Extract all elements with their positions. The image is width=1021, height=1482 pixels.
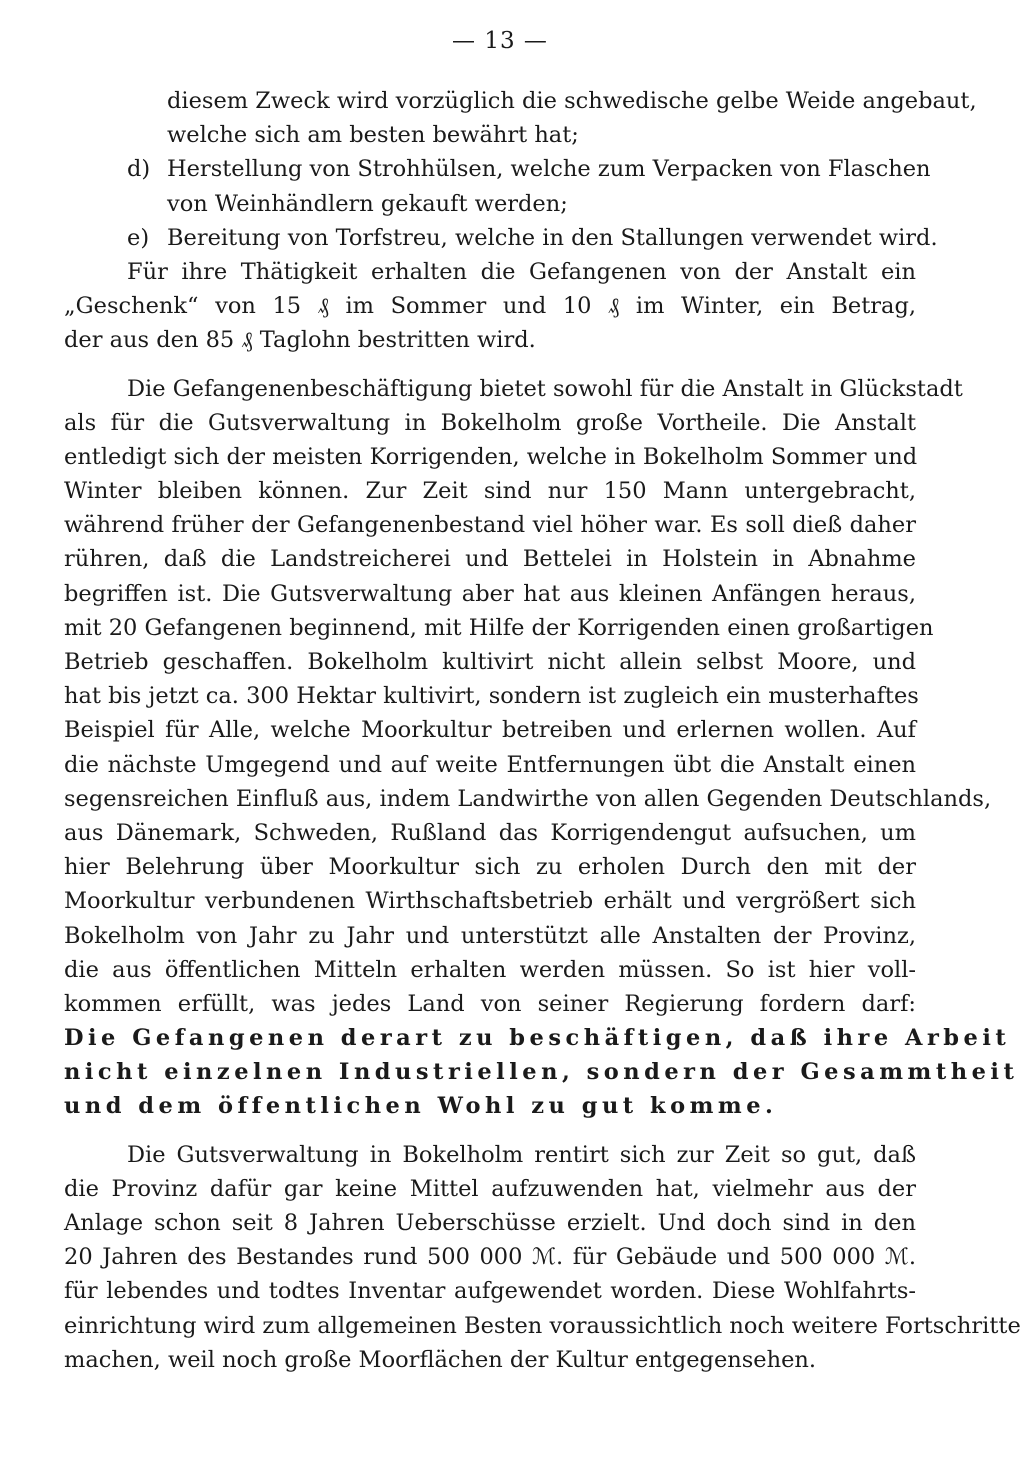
paragraph-line: entledigt sich der meisten Korrigenden, welche in Bokelholm Sommer und xyxy=(64,443,918,470)
list-item-e xyxy=(64,221,938,255)
paragraph-line: einrichtung wird zum allgemeinen Besten voraussichtlich noch weitere Fortschritte xyxy=(64,1312,1021,1339)
paragraph-line: hier Belehrung über Moorkultur sich zu erholen Durch den mit der xyxy=(64,854,916,881)
paragraph-line: Moorkultur verbundenen Wirthschaftsbetrieb erhält und vergrößert sich xyxy=(64,888,916,915)
paragraph-line: segensreichen Einfluß aus, indem Landwirthe von allen Gegenden Deutschlands, xyxy=(64,785,992,812)
list-item-text: Bereitung von Torfstreu, welche in den Stallungen verwendet wird. xyxy=(167,224,938,251)
list-item-label: d) xyxy=(127,156,151,183)
paragraph-line: Beispiel für Alle, welche Moorkultur betreiben und erlernen wollen. Auf xyxy=(64,717,916,744)
paragraph-line: Die Gutsverwaltung in Bokelholm rentirt sich zur Zeit so gut, daß xyxy=(127,1141,916,1168)
paragraph-line: die nächste Umgegend und auf weite Entfernungen übt die Anstalt einen xyxy=(64,751,916,778)
paragraph-line: der aus den 85 ₰ Taglohn bestritten wird. xyxy=(64,327,536,354)
emphasized-line: Die Gefangenen derart zu beschäftigen, daß ihre Arbeit xyxy=(64,1025,1011,1052)
page-number: — 13 — xyxy=(452,28,548,54)
paragraph-line: als für die Gutsverwaltung in Bokelholm große Vortheile. Die Anstalt xyxy=(64,409,916,436)
paragraph-line: Betrieb geschaffen. Bokelholm kultivirt nicht allein selbst Moore, und xyxy=(64,649,916,675)
paragraph-line: machen, weil noch große Moorflächen der Kultur entgegensehen. xyxy=(64,1346,817,1373)
list-continuation-line: welche sich am besten bewährt hat; xyxy=(167,122,579,149)
paragraph-gap xyxy=(64,1124,916,1138)
paragraph-line: während früher der Gefangenenbestand viel höher war. Es soll dieß daher xyxy=(64,512,916,539)
paragraph-line: die aus öffentlichen Mitteln erhalten werden müssen. So ist hier voll- xyxy=(64,956,916,983)
list-item-label: e) xyxy=(127,224,150,251)
paragraph-line: aus Dänemark, Schweden, Rußland das Korrigendengut aufsuchen, um xyxy=(64,819,916,846)
emphasized-line: und dem öffentlichen Wohl zu gut komme. xyxy=(64,1093,778,1120)
emphasized-line: nicht einzelnen Industriellen, sondern der Gesammtheit xyxy=(64,1059,1019,1086)
paragraph-line: Anlage schon seit 8 Jahren Ueberschüsse erzielt. Und doch sind in den xyxy=(64,1210,916,1236)
paragraph-line: Die Gefangenenbeschäftigung bietet sowohl für die Anstalt in Glückstadt xyxy=(127,375,963,402)
paragraph-line: Winter bleiben können. Zur Zeit sind nur 150 Mann untergebracht, xyxy=(64,478,916,505)
paragraph-line: hat bis jetzt ca. 300 Hektar kultivirt, sondern ist zugleich ein musterhaftes xyxy=(64,683,919,710)
paragraph-line: rühren, daß die Landstreicherei und Bettelei in Holstein in Abnahme xyxy=(64,546,916,573)
paragraph-line: für lebendes und todtes Inventar aufgewendet worden. Diese Wohlfahrts- xyxy=(64,1278,916,1305)
paragraph-line: mit 20 Gefangenen beginnend, mit Hilfe der Korrigenden einen großartigen xyxy=(64,614,934,641)
paragraph-line: kommen erfüllt, was jedes Land von seiner Regierung fordern darf: xyxy=(64,990,916,1017)
paragraph-gap xyxy=(64,358,916,372)
paragraph-line: Für ihre Thätigkeit erhalten die Gefangenen von der Anstalt ein xyxy=(127,258,916,285)
paragraph-line: „Geschenk“ von 15 ₰ im Sommer und 10 ₰ im Winter, ein Betrag, xyxy=(64,293,916,320)
list-continuation-line: diesem Zweck wird vorzüglich die schwedische gelbe Weide angebaut, xyxy=(167,88,977,114)
list-item-d-continuation: von Weinhändlern gekauft werden; xyxy=(167,190,568,217)
paragraph-line: begriffen ist. Die Gutsverwaltung aber hat aus kleinen Anfängen heraus, xyxy=(64,580,916,607)
paragraph-line: Bokelholm von Jahr zu Jahr und unterstützt alle Anstalten der Provinz, xyxy=(64,922,916,949)
paragraph-line: die Provinz dafür gar keine Mittel aufzuwenden hat, vielmehr aus der xyxy=(64,1175,916,1202)
body-text xyxy=(64,84,1021,1377)
list-item-text: Herstellung von Strohhülsen, welche zum Verpacken von Flaschen xyxy=(167,156,931,183)
paragraph-line: 20 Jahren des Bestandes rund 500 000 ℳ. für Gebäude und 500 000 ℳ. xyxy=(64,1244,916,1271)
list-item-d xyxy=(64,152,931,186)
